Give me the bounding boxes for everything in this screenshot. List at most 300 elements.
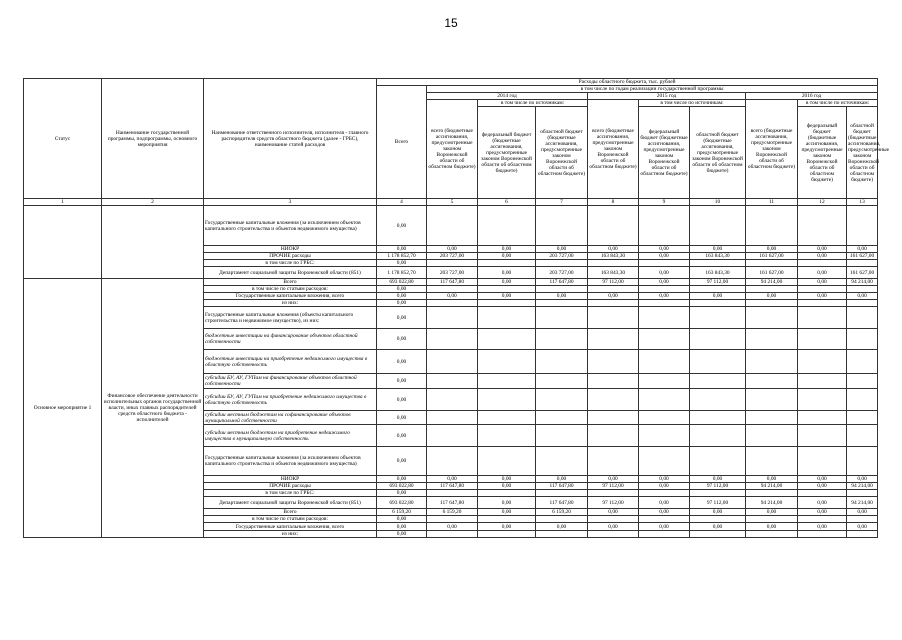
value-cell (427, 350, 478, 374)
value-cell: 97 112,00 (588, 497, 639, 509)
value-cell: 0,00 (427, 476, 478, 483)
value-cell: 0,00 (478, 497, 536, 509)
value-cell: 0,00 (377, 246, 427, 253)
empty-cell (102, 206, 204, 279)
value-cell: 0,00 (536, 523, 588, 531)
value-cell: 163 843,30 (690, 253, 746, 260)
value-cell: 0,00 (478, 279, 536, 286)
header-col-all: всего (бюджетные ассигнования, предусмотренные законом Воронежской области об областном бюджете) (588, 100, 639, 199)
value-cell (847, 260, 878, 267)
value-cell (427, 374, 478, 389)
value-cell (639, 350, 690, 374)
value-cell (847, 329, 878, 350)
value-cell: 0,00 (478, 267, 536, 279)
value-cell: 0,00 (847, 476, 878, 483)
value-cell: 117 647,80 (427, 483, 478, 490)
value-cell: 0,00 (377, 411, 427, 425)
row-label: бюджетные инвестиции на финансирование объектов областной собственности (204, 329, 377, 350)
value-cell: 0,00 (536, 293, 588, 300)
value-cell: 0,00 (427, 246, 478, 253)
value-cell (746, 329, 798, 350)
value-cell (690, 350, 746, 374)
value-cell (536, 447, 588, 476)
header-executor: Наименование ответственного исполнителя, исполнителя - главного распорядителя средств областного бюджета (далее - ГРБС), наименование статей расходов (204, 79, 377, 199)
value-cell (639, 447, 690, 476)
row-label: Департамент социальной защиты Воронежской области (851) (204, 497, 377, 509)
value-cell: 0,00 (798, 279, 847, 286)
value-cell (536, 516, 588, 523)
value-cell: 117 647,80 (536, 279, 588, 286)
value-cell (798, 206, 847, 246)
value-cell (639, 425, 690, 447)
value-cell (588, 307, 639, 329)
value-cell: 0,00 (746, 509, 798, 516)
header-col-reg: областной бюджет (бюджетные ассигнования, предусмотренные законом Воронежской области об областном бюджете) (690, 107, 746, 199)
value-cell: 94 214,00 (746, 483, 798, 490)
row-label: в том числе по ГРБС: (204, 490, 377, 497)
row-label: ПРОЧИЕ расходы (204, 483, 377, 490)
value-cell (478, 260, 536, 267)
main-program: Финансовое обеспечение деятельности исполнительных органов государственной власти, иных главных распорядителей средств областного бюджета - исполнителей (102, 279, 204, 538)
value-cell (639, 307, 690, 329)
value-cell (847, 516, 878, 523)
value-cell: 0,00 (427, 293, 478, 300)
value-cell (588, 447, 639, 476)
value-cell (588, 516, 639, 523)
value-cell (690, 206, 746, 246)
column-number: 6 (478, 199, 536, 206)
value-cell: 0,00 (690, 246, 746, 253)
row-label: из них: (204, 300, 377, 307)
value-cell (536, 531, 588, 538)
value-cell: 97 112,00 (690, 483, 746, 490)
value-cell: 0,00 (377, 307, 427, 329)
value-cell (427, 307, 478, 329)
value-cell (746, 389, 798, 411)
value-cell: 0,00 (588, 476, 639, 483)
column-number: 3 (204, 199, 377, 206)
header-col-reg: областной бюджет (бюджетные ассигнования, предусмотренные законом Воронежской области об областном бюджете) (847, 107, 878, 199)
value-cell (427, 425, 478, 447)
value-cell (536, 374, 588, 389)
value-cell (798, 307, 847, 329)
value-cell: 0,00 (690, 476, 746, 483)
value-cell: 203 727,00 (536, 267, 588, 279)
value-cell: 1 178 852,70 (377, 253, 427, 260)
value-cell: 0,00 (377, 206, 427, 246)
value-cell (690, 286, 746, 293)
value-cell (639, 531, 690, 538)
value-cell (588, 206, 639, 246)
header-col-all: всего (бюджетные ассигнования, предусмотренные законом Воронежской области об областном бюджете) (427, 100, 478, 199)
header-col-reg: областной бюджет (бюджетные ассигнования, предусмотренные законом Воронежской области об областном бюджете) (536, 107, 588, 199)
value-cell (536, 300, 588, 307)
value-cell (746, 260, 798, 267)
value-cell: 0,00 (746, 523, 798, 531)
value-cell: 0,00 (639, 497, 690, 509)
value-cell (536, 260, 588, 267)
value-cell: 0,00 (478, 476, 536, 483)
value-cell: 94 214,00 (847, 279, 878, 286)
main-status: Основное мероприятие 1 (24, 279, 102, 538)
value-cell (536, 206, 588, 246)
value-cell (798, 490, 847, 497)
value-cell: 1 178 852,70 (377, 267, 427, 279)
value-cell (478, 490, 536, 497)
header-status: Статус (24, 79, 102, 199)
column-number: 8 (588, 199, 639, 206)
value-cell: 0,00 (798, 253, 847, 260)
value-cell: 0,00 (639, 293, 690, 300)
value-cell: 97 112,00 (588, 279, 639, 286)
value-cell (536, 389, 588, 411)
value-cell (536, 425, 588, 447)
value-cell: 203 727,00 (427, 253, 478, 260)
row-label: ПРОЧИЕ расходы (204, 253, 377, 260)
value-cell (690, 411, 746, 425)
row-label: субсидии БУ, АУ, ГУПам на финансирование объектов областной собственности (204, 374, 377, 389)
table-row (24, 279, 878, 286)
value-cell (478, 516, 536, 523)
value-cell (588, 425, 639, 447)
value-cell (536, 490, 588, 497)
value-cell (798, 447, 847, 476)
value-cell (588, 531, 639, 538)
value-cell (690, 329, 746, 350)
value-cell: 97 112,00 (588, 483, 639, 490)
value-cell (746, 307, 798, 329)
value-cell: 0,00 (798, 509, 847, 516)
value-cell: 117 647,80 (536, 483, 588, 490)
value-cell (588, 329, 639, 350)
value-cell: 0,00 (377, 350, 427, 374)
value-cell: 0,00 (639, 523, 690, 531)
column-number: 1 (24, 199, 102, 206)
value-cell (847, 300, 878, 307)
value-cell (536, 286, 588, 293)
header-expenses: Расходы областного бюджета, тыс. рублей (377, 79, 878, 86)
value-cell (478, 329, 536, 350)
row-label: в том числе по статьям расходов: (204, 516, 377, 523)
header-total: Всего (377, 86, 427, 199)
row-label: Государственные капитальные вложения (за исключением объектов капитального строительства и объектов недвижимого имущества) (204, 447, 377, 476)
value-cell (746, 411, 798, 425)
value-cell (847, 374, 878, 389)
column-number: 4 (377, 199, 427, 206)
value-cell: 0,00 (377, 490, 427, 497)
value-cell: 117 647,80 (536, 497, 588, 509)
row-label: в том числе по статьям расходов: (204, 286, 377, 293)
value-cell: 117 647,80 (427, 497, 478, 509)
row-label: Государственные капитальные вложения (за исключением объектов капитального строительства и объектов недвижимого имущества) (204, 206, 377, 246)
value-cell: 0,00 (377, 389, 427, 411)
value-cell (847, 206, 878, 246)
header-year-2014: 2014 год (427, 93, 588, 100)
value-cell: 117 647,80 (427, 279, 478, 286)
row-label: Государственные капитальные вложения, всего (204, 523, 377, 531)
value-cell: 0,00 (478, 483, 536, 490)
header-col-fed: федеральный бюджет (бюджетные ассигнования, предусмотренные законом Воронежской области об областном бюджете) (798, 107, 847, 199)
value-cell: 0,00 (478, 523, 536, 531)
row-label: НИОКР (204, 246, 377, 253)
value-cell: 163 843,30 (588, 253, 639, 260)
column-number: 2 (102, 199, 204, 206)
value-cell (478, 411, 536, 425)
value-cell: 0,00 (588, 509, 639, 516)
column-number: 12 (798, 199, 847, 206)
value-cell (427, 411, 478, 425)
header-col-all: всего (бюджетные ассигнования, предусмотренные законом Воронежской области об областном бюджете) (746, 100, 798, 199)
value-cell: 693 022,80 (377, 497, 427, 509)
value-cell: 0,00 (377, 329, 427, 350)
value-cell (639, 329, 690, 350)
header-year-2015: 2015 год (588, 93, 746, 100)
value-cell (427, 516, 478, 523)
value-cell: 0,00 (798, 523, 847, 531)
column-number: 5 (427, 199, 478, 206)
value-cell (798, 300, 847, 307)
value-cell (690, 389, 746, 411)
value-cell (588, 300, 639, 307)
value-cell (536, 329, 588, 350)
value-cell (798, 286, 847, 293)
value-cell (536, 411, 588, 425)
value-cell (427, 329, 478, 350)
value-cell: 0,00 (588, 293, 639, 300)
value-cell: 0,00 (847, 509, 878, 516)
value-cell (746, 447, 798, 476)
value-cell (427, 260, 478, 267)
value-cell (690, 307, 746, 329)
value-cell: 0,00 (588, 246, 639, 253)
value-cell: 97 112,00 (690, 279, 746, 286)
value-cell (847, 307, 878, 329)
value-cell (427, 389, 478, 411)
header-col-fed: федеральный бюджет (бюджетные ассигнования, предусмотренные законом Воронежской области об областном бюджете) (478, 107, 536, 199)
header-col-fed: федеральный бюджет (бюджетные ассигнования, предусмотренные законом Воронежской области об областном бюджете) (639, 107, 690, 199)
value-cell (427, 206, 478, 246)
value-cell (588, 389, 639, 411)
value-cell (798, 425, 847, 447)
value-cell: 0,00 (377, 300, 427, 307)
row-label: Департамент социальной защиты Воронежской области (851) (204, 267, 377, 279)
value-cell (639, 389, 690, 411)
value-cell: 0,00 (847, 246, 878, 253)
value-cell (478, 374, 536, 389)
value-cell: 0,00 (377, 425, 427, 447)
row-label: субсидии местным бюджетам на приобретение недвижимого имущества в муниципальную собственность (204, 425, 377, 447)
value-cell (690, 447, 746, 476)
value-cell (427, 447, 478, 476)
value-cell (847, 350, 878, 374)
header-program: Наименование государственной программы, подпрограммы, основного мероприятия (102, 79, 204, 199)
value-cell: 94 214,00 (746, 497, 798, 509)
value-cell: 0,00 (377, 523, 427, 531)
value-cell: 0,00 (798, 267, 847, 279)
column-number-row (24, 199, 878, 206)
value-cell (798, 411, 847, 425)
header-year-2016: 2016 год (746, 93, 878, 100)
value-cell (746, 490, 798, 497)
value-cell (588, 350, 639, 374)
value-cell (798, 350, 847, 374)
value-cell: 97 112,00 (690, 497, 746, 509)
column-number: 9 (639, 199, 690, 206)
value-cell: 0,00 (536, 246, 588, 253)
row-label: Всего (204, 279, 377, 286)
value-cell: 0,00 (377, 293, 427, 300)
value-cell: 6 159,20 (536, 509, 588, 516)
value-cell (478, 531, 536, 538)
value-cell: 0,00 (377, 531, 427, 538)
value-cell: 161 627,00 (847, 253, 878, 260)
row-label: Государственные капитальные вложения, всего (204, 293, 377, 300)
value-cell (847, 389, 878, 411)
value-cell: 0,00 (377, 286, 427, 293)
value-cell (690, 300, 746, 307)
value-cell (746, 374, 798, 389)
value-cell (588, 411, 639, 425)
value-cell (639, 490, 690, 497)
value-cell (746, 206, 798, 246)
column-number: 11 (746, 199, 798, 206)
empty-cell (24, 206, 102, 279)
value-cell (427, 300, 478, 307)
value-cell (847, 425, 878, 447)
column-number: 7 (536, 199, 588, 206)
header-sources: в том числе по источникам: (478, 100, 588, 107)
table-row (24, 206, 878, 246)
value-cell (478, 206, 536, 246)
value-cell (478, 307, 536, 329)
header-sources: в том числе по источникам: (639, 100, 746, 107)
value-cell (639, 206, 690, 246)
value-cell: 0,00 (847, 523, 878, 531)
value-cell: 0,00 (478, 246, 536, 253)
value-cell (798, 374, 847, 389)
value-cell (690, 374, 746, 389)
value-cell (847, 286, 878, 293)
value-cell: 0,00 (478, 509, 536, 516)
value-cell (639, 411, 690, 425)
value-cell (746, 350, 798, 374)
value-cell (588, 260, 639, 267)
value-cell (427, 531, 478, 538)
value-cell: 0,00 (639, 267, 690, 279)
row-label: в том числе по ГРБС: (204, 260, 377, 267)
value-cell: 0,00 (798, 483, 847, 490)
value-cell: 0,00 (377, 476, 427, 483)
value-cell: 693 022,80 (377, 483, 427, 490)
value-cell: 203 727,00 (427, 267, 478, 279)
value-cell: 693 022,80 (377, 279, 427, 286)
value-cell: 0,00 (639, 246, 690, 253)
value-cell (478, 389, 536, 411)
value-cell (798, 260, 847, 267)
value-cell: 0,00 (690, 523, 746, 531)
value-cell (798, 329, 847, 350)
value-cell: 163 843,30 (690, 267, 746, 279)
row-label: из них: (204, 531, 377, 538)
value-cell: 0,00 (639, 509, 690, 516)
value-cell: 0,00 (478, 293, 536, 300)
value-cell (690, 425, 746, 447)
value-cell: 94 214,00 (746, 279, 798, 286)
value-cell: 0,00 (377, 447, 427, 476)
value-cell: 0,00 (746, 293, 798, 300)
page-number: 15 (444, 16, 458, 30)
value-cell (690, 516, 746, 523)
budget-table (23, 78, 890, 538)
value-cell (798, 531, 847, 538)
value-cell: 0,00 (377, 516, 427, 523)
value-cell: 161 627,00 (746, 267, 798, 279)
row-label: Государственные капитальные вложения (объекты капитального строительства и недвижимое имущество), из них: (204, 307, 377, 329)
row-label: НИОКР (204, 476, 377, 483)
column-number: 10 (690, 199, 746, 206)
value-cell (746, 531, 798, 538)
value-cell: 0,00 (536, 476, 588, 483)
row-label: субсидии местным бюджетам на софинансирование объектов муниципальной собственности (204, 411, 377, 425)
value-cell: 0,00 (588, 523, 639, 531)
value-cell (847, 490, 878, 497)
value-cell (690, 490, 746, 497)
value-cell: 0,00 (478, 253, 536, 260)
value-cell: 0,00 (427, 523, 478, 531)
value-cell (536, 350, 588, 374)
value-cell (588, 286, 639, 293)
value-cell (746, 300, 798, 307)
value-cell (798, 516, 847, 523)
row-label: Всего (204, 509, 377, 516)
value-cell (746, 286, 798, 293)
header-sources: в том числе по источникам: (798, 100, 878, 107)
value-cell: 0,00 (690, 293, 746, 300)
value-cell: 0,00 (798, 293, 847, 300)
value-cell: 0,00 (639, 279, 690, 286)
value-cell (478, 286, 536, 293)
value-cell: 6 159,20 (377, 509, 427, 516)
value-cell (639, 260, 690, 267)
value-cell (588, 374, 639, 389)
value-cell (847, 447, 878, 476)
value-cell (746, 425, 798, 447)
value-cell (427, 286, 478, 293)
value-cell (588, 490, 639, 497)
value-cell: 0,00 (639, 253, 690, 260)
value-cell (536, 307, 588, 329)
value-cell (639, 374, 690, 389)
value-cell (639, 286, 690, 293)
value-cell: 6 159,20 (427, 509, 478, 516)
value-cell: 0,00 (377, 260, 427, 267)
value-cell (639, 300, 690, 307)
value-cell (690, 260, 746, 267)
value-cell: 0,00 (377, 374, 427, 389)
value-cell: 203 727,00 (536, 253, 588, 260)
value-cell (478, 447, 536, 476)
value-cell: 0,00 (798, 476, 847, 483)
column-number: 13 (847, 199, 878, 206)
value-cell: 0,00 (746, 476, 798, 483)
value-cell: 0,00 (847, 293, 878, 300)
value-cell: 94 214,00 (847, 497, 878, 509)
row-label: субсидии БУ, АУ, ГУПам на приобретение недвижимого имущества в областную собственность (204, 389, 377, 411)
value-cell: 0,00 (746, 246, 798, 253)
value-cell (847, 411, 878, 425)
value-cell (478, 350, 536, 374)
value-cell: 0,00 (690, 509, 746, 516)
